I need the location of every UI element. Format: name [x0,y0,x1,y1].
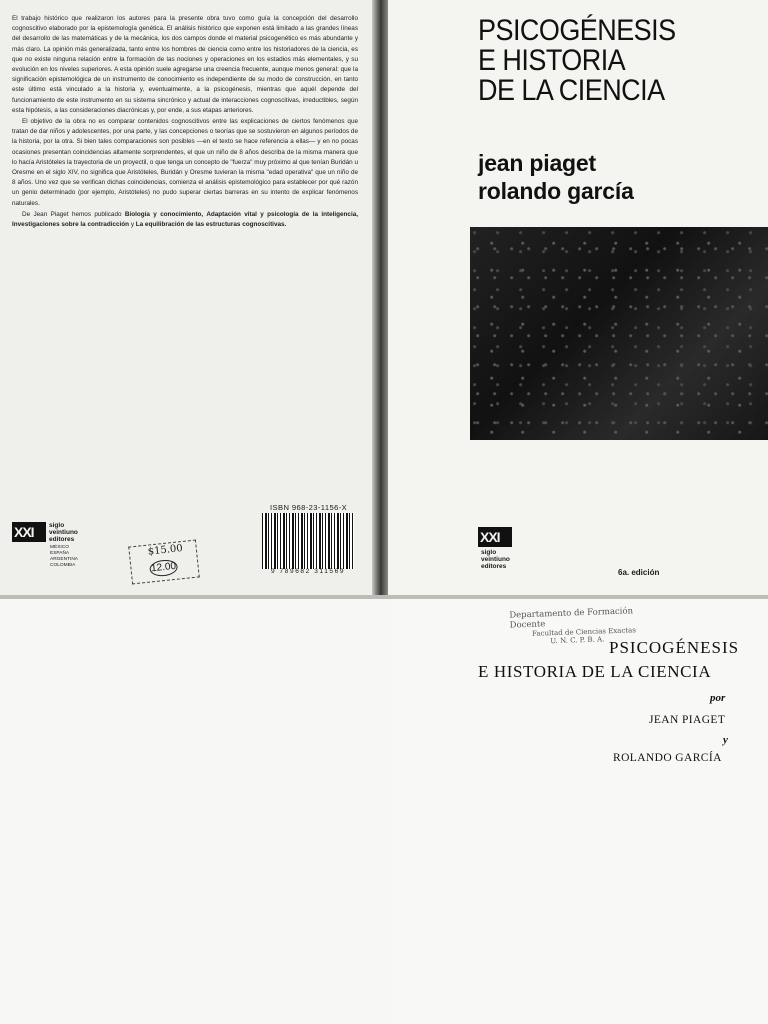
also-published-last: La equilibración de las estructuras cognoscitivas. [135,221,287,229]
title-page-por: por [710,692,726,704]
front-publisher-name: siglo veintiuno editores [481,549,510,570]
library-stamp: Departamento de Formación Docente Facultad de Ciencias Exactas U. N. C. P. B. A. [509,606,636,646]
front-cover-title: PSICOGÉNESIS E HISTORIA DE LA CIENCIA [478,14,676,107]
page-fold [0,595,768,599]
publisher-cities: MÉXICO ESPAÑA ARGENTINA COLOMBIA [50,545,78,568]
cover-photo [470,227,768,440]
siglo-xxi-logo-icon: XXI [478,527,512,547]
blank-page [0,598,386,1024]
price-stamp [128,540,200,585]
publisher-name: siglo veintiuno editores [49,522,78,543]
title-page-y: y [723,734,728,746]
also-published-note [12,210,358,230]
blurb-paragraph-1: El trabajo histórico que realizaron los autores para la presente obra tuvo como guía la concepción del desarrollo cognoscitivo elaborado por la epistemología genética. El análisis histórico que exponen está limitado a las grandes líneas del desarrollo de las matemáticas y de la mecánica, los dos campos donde el material psicogenético es más abundante y más claro. La opinión más generalizada, tanto entre los hombres de ciencia como entre los historiadores de la ciencia, es que no existe ninguna relación entre la formación de las nociones y operaciones en los estadios más elementales, y su evolución en los niveles superiores. A esta opinión suele agregarse una creencia frecuente, aunque menos general: que la significación epistemológica de un instrumento de conocimiento es independiente de su modo de construcción, en tanto este último está vinculado a la historia y, eventualmente, a la psicogénesis, mientras que aquél depende del funcionamiento de este instrumento en su sistema sincrónico y actual de interacciones cognoscitivas, irreductibles, según esta hipótesis, a las consideraciones diacrónicas y, por ende, a sus etapas anteriores. [12,15,358,114]
also-published-titles: Biología y conocimiento, Adaptación vital y psicología de la inteligencia, Investigaciones sobre la contradicción [12,210,359,229]
also-published-and: y [130,221,134,229]
price-top: $15.00 [147,543,184,558]
title-page-author-2: ROLANDO GARCÍA [613,752,722,764]
barcode-icon [262,513,354,569]
front-author-2: rolando garcía [478,178,634,204]
back-cover-blurb [12,14,358,231]
title-page-author-1: JEAN PIAGET [649,714,726,726]
publisher-logo-back [12,522,78,543]
siglo-xxi-logo-icon: XXI [12,522,46,542]
isbn-label: ISBN 968-23-1156-X [270,503,348,512]
barcode-number: 9 789682 311569 [270,568,346,575]
blurb-paragraph-2: El objetivo de la obra no es comparar contenidos cognoscitivos entre las explicaciones de ciertos fenómenos que tratan de dar niños y adolescentes, por una parte, y las concepciones o teorías que se sostuvieron en algunos períodos de la historia, por la otra. Si bien tales comparaciones son posibles —en el texto se hace referencia a ellas— y en no pocas ocasiones presentan coincidencias altamente sorprendentes, el que un niño de 8 años describa de la misma manera que lo hacía Aristóteles la trayectoria de un proyectil, o que tenga un concepto de "fuerza" muy próximo al que tenían Buridán u Oresme en el siglo XIV, no significa que Aristóteles, Buridán y Oresme tuvieran la misma "edad operativa" que un niño de 8 años. Uno vez que se verifican dichas coincidencias, comienza el análisis epistemológico para establecer por qué razón un genio determinado (por ejemplo, Aristóteles) no pudo superar ciertas barreras en su intento de explicar fenómenos naturales. [12,118,358,207]
publisher-logo-front [478,527,512,547]
title-page-title-line-2: E HISTORIA DE LA CIENCIA [478,662,712,681]
book-spine [372,0,388,598]
price-circled: 12.00 [149,559,179,578]
title-page-title-line-1: PSICOGÉNESIS [609,638,740,657]
edition-label: 6a. edición [618,568,660,577]
also-published-lead: De Jean Piaget hemos publicado [22,210,122,218]
front-author-1: jean piaget [478,150,596,176]
